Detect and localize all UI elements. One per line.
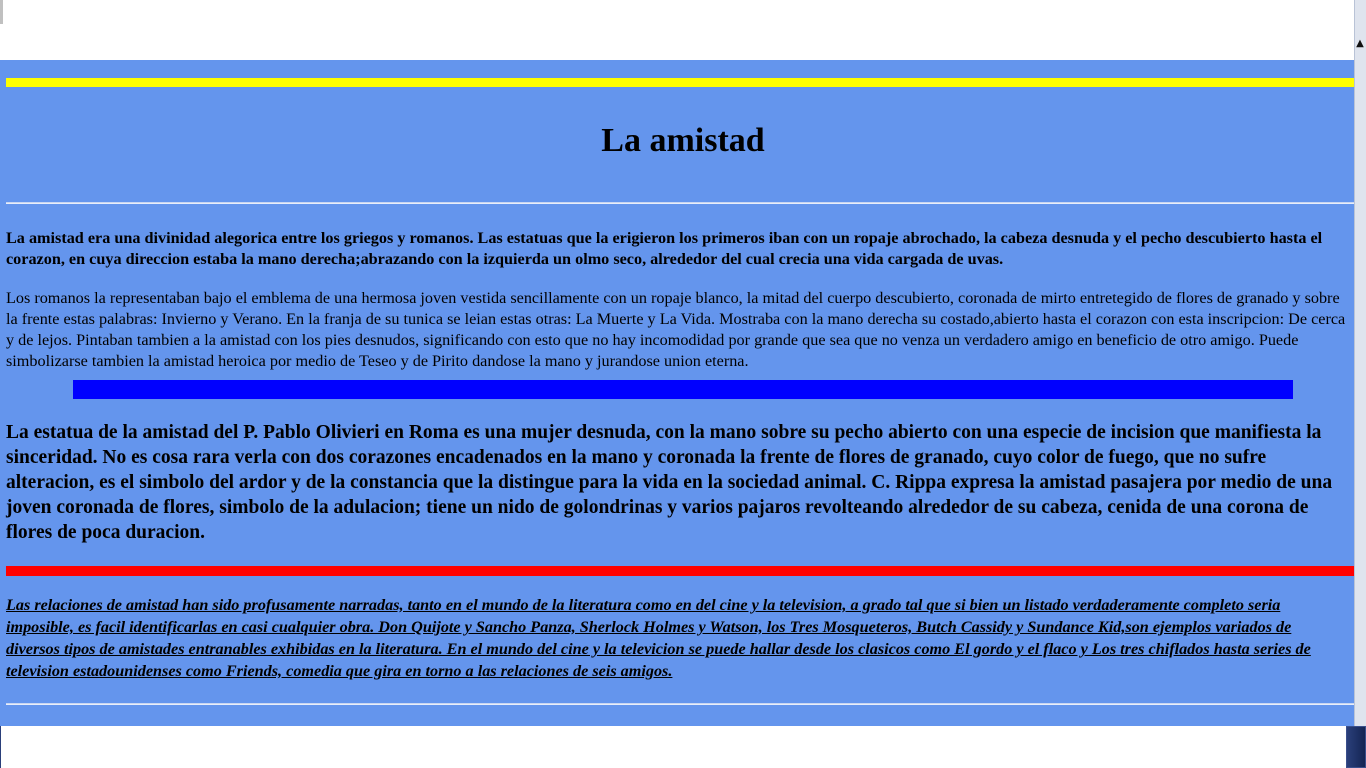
browser-top-area bbox=[0, 0, 1354, 60]
paragraph-bold-intro: La amistad era una divinidad alegorica entre los griegos y romanos. Las estatuas que la erigieron los primeros iban con un ropaje abrochado, la cabeza desnuda y el pecho descubierto hasta el corazon, en cuya direccion estaba la mano derecha;abrazando con la izquierda un olmo seco, alrededor del cual crecia una vida cargada de uvas. bbox=[6, 229, 1323, 268]
chevron-up-icon[interactable]: ▲ bbox=[1356, 38, 1364, 49]
paragraph-large-bold: La estatua de la amistad del P. Pablo Olivieri en Roma es una mujer desnuda, con la mano sobre su pecho abierto con una especie de incision que manifiesta la sinceridad. No es cosa rara verla con dos corazones encadenados en la mano y coronada la frente de flores de granado, cuyo color de fuego, que no sufre alteracion, es el simbolo del ardor y de la constancia que la distingue para la vida en la sociedad animal. C. Rippa expresa la amistad pasajera por medio de una joven coronada de flores, simbolo de la adulacion; tiene un nido de golondrinas y varios pajaros revolteando alrededor de su cabeza, cenida de una corona de flores de poca duracion. bbox=[6, 422, 1333, 543]
page-title: La amistad bbox=[601, 122, 765, 159]
vertical-scrollbar[interactable] bbox=[1354, 0, 1366, 768]
paragraph-italic-underlined: Las relaciones de amistad han sido profusamente narradas, tanto en el mundo de la literatura como en del cine y la television, a grado tal que si bien un listado verdaderamente completo seria imposible, es facil identificarlas en casi cualquier obra. Don Quijote y Sancho Panza, Sherlock Holmes y Watson, los Tres Mosqueteros, Butch Cassidy y Sundance Kid,son ejemplos variados de diversos tipos de amistades entranables exhibidas en la literatura. En el mundo del cine y la televicion se puede hallar desde los clasicos como El gordo y el flaco y Los tres chiflados hasta series de television estadounidenses como Friends, comedia que gira en torno a las relaciones de seis amigos. bbox=[6, 596, 1311, 680]
blue-divider-bar bbox=[73, 380, 1293, 399]
red-divider-bar bbox=[6, 566, 1362, 576]
window-edge bbox=[0, 0, 3, 24]
yellow-divider-bar bbox=[6, 78, 1362, 87]
scrollbar-thumb[interactable] bbox=[1346, 726, 1366, 768]
paragraph-romans: Los romanos la representaban bajo el emblema de una hermosa joven vestida sencillamente con un ropaje blanco, la mitad del cuerpo descubierto, coronada de mirto entretegido de flores de granado y sobre la frente estas palabras: Invierno y Verano. En la franja de su tunica se leian estas otras: La Muerte y La Vida. Mostraba con la mano derecha su costado,abierto hasta el corazon con esta inscripcion: De cerca y de lejos. Pintaban tambien a la amistad con los pies desnudos, significando con esto que no hay incomodidad por grande que sea que no venza un verdadero amigo en beneficio de otro amigo. Puede simbolizarse tambien la amistad heroica por medio de Teseo y de Pirito dandose la mano y jurandose union eterna. bbox=[6, 289, 1346, 370]
bottom-white-area bbox=[0, 726, 1346, 768]
page-content bbox=[0, 60, 1366, 726]
bottom-edge bbox=[0, 726, 1, 768]
horizontal-rule-bottom bbox=[6, 703, 1360, 705]
horizontal-rule bbox=[6, 202, 1360, 204]
